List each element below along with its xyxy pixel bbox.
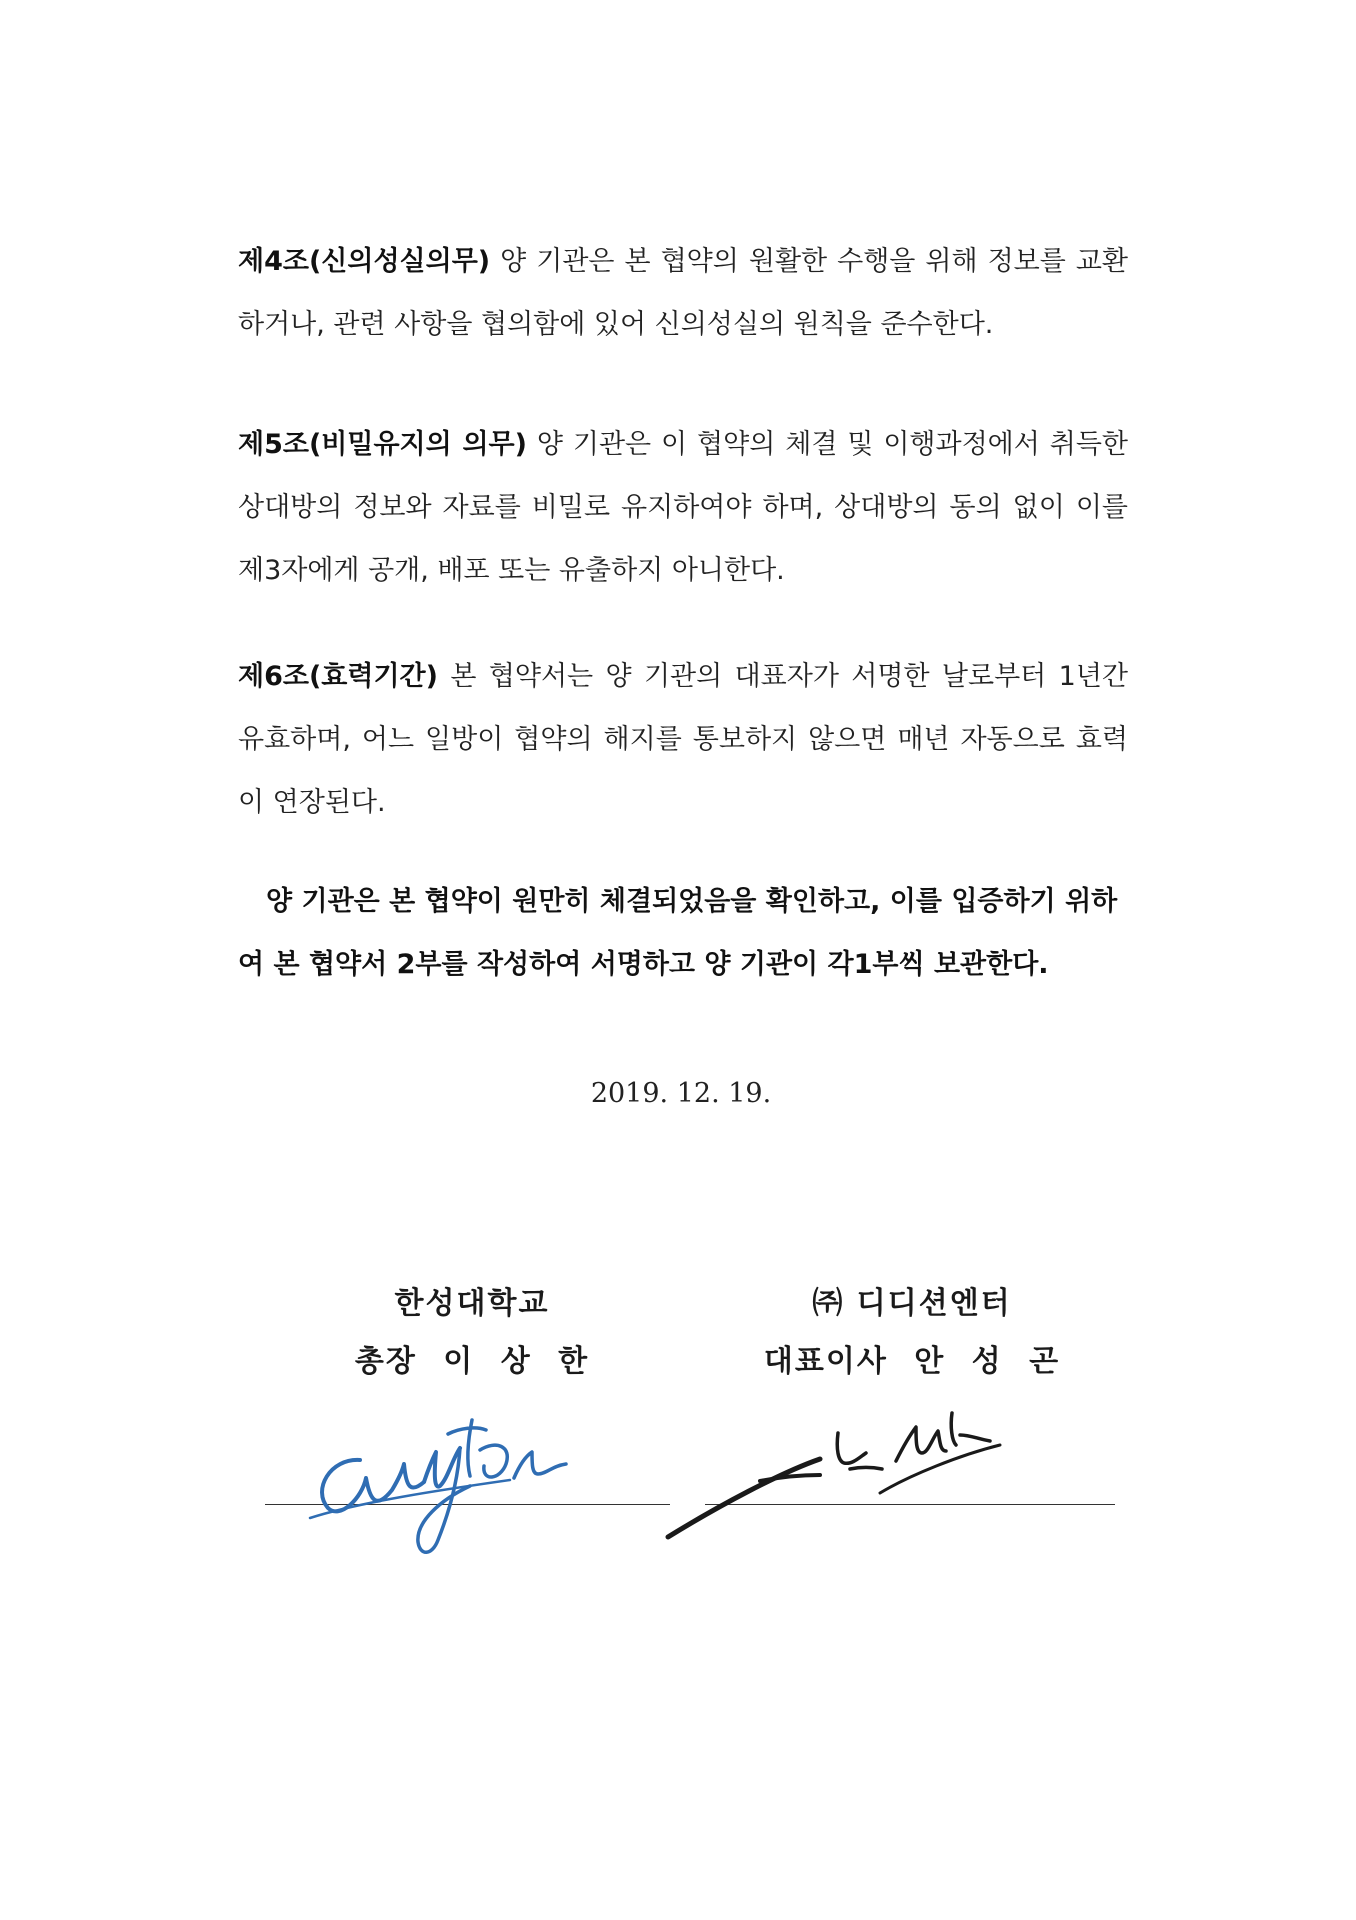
article-4-body: 양 기관은 본 협약의 원활한 수행을 위해 정보를 교환하거나, 관련 사항을 협의함에 있어 신의성실의 원칙을 준수한다. [238, 246, 1128, 340]
party-hansung-organization: 한성대학교 [394, 1286, 550, 1321]
party-dd-enter-representative: 대표이사 안 성 곤 [763, 1344, 1061, 1379]
signature-hansung [300, 1390, 580, 1560]
article-4-heading: 제4조(신의성실의무) [238, 246, 491, 277]
article-6-heading: 제6조(효력기간) [238, 661, 438, 692]
signature-dd-enter [660, 1395, 1020, 1545]
party-hansung [262, 1275, 682, 1391]
signature-dd-enter-strokes [668, 1413, 1000, 1537]
article-5-heading: 제5조(비밀유지의 의무) [238, 429, 527, 460]
article-5 [238, 413, 1128, 602]
signature-hansung-strokes [310, 1420, 566, 1552]
party-hansung-representative: 총장 이 상 한 [354, 1344, 590, 1379]
article-5-body: 양 기관은 이 협약의 체결 및 이행과정에서 취득한 상대방의 정보와 자료를 비밀로 유지하여야 하며, 상대방의 동의 없이 이를 제3자에게 공개, 배포 또는 유출하지 아니한다. [238, 429, 1128, 586]
article-4 [238, 230, 1128, 356]
party-dd-enter [702, 1275, 1122, 1391]
article-6-body: 본 협약서는 양 기관의 대표자가 서명한 날로부터 1년간 유효하며, 어느 일방이 협약의 해지를 통보하지 않으면 매년 자동으로 효력이 연장된다. [238, 661, 1128, 818]
closing-statement: 양 기관은 본 협약이 원만히 체결되었음을 확인하고, 이를 입증하기 위하여 본 협약서 2부를 작성하여 서명하고 양 기관이 각1부씩 보관한다. [238, 886, 1118, 980]
signing-date: 2019. 12. 19. [590, 1078, 772, 1109]
article-6 [238, 645, 1128, 834]
party-dd-enter-organization: ㈜ 디디션엔터 [812, 1286, 1012, 1321]
